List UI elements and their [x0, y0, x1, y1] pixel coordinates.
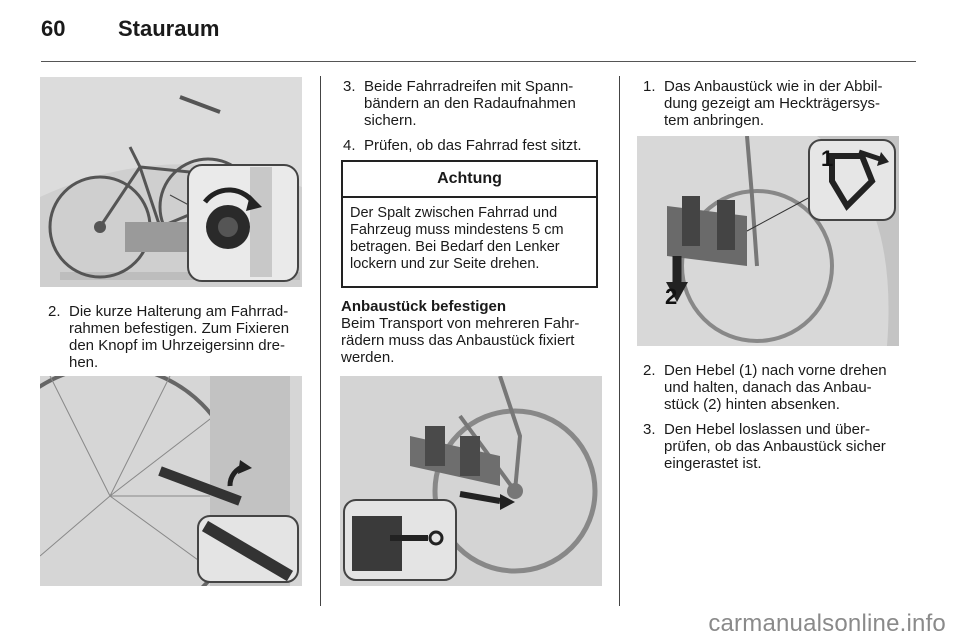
notice-line: Der Spalt zwischen Fahrrad und: [350, 205, 558, 221]
text-line: hen.: [69, 354, 99, 371]
figure-bike-on-carrier: [40, 77, 302, 287]
text-line: rahmen befestigen. Zum Fixieren: [69, 320, 290, 337]
page-number: 60: [41, 16, 66, 41]
text-line: stück (2) hinten absenken.: [664, 396, 840, 413]
step-number: 1.: [643, 78, 656, 95]
page-header: [0, 0, 960, 62]
header-rule: [41, 61, 916, 62]
text-line: Das Anbaustück wie in der Abbil-: [664, 78, 883, 95]
page-title: Stauraum: [118, 16, 220, 41]
step-number: 2.: [643, 362, 656, 379]
notice-box: [341, 160, 598, 288]
figure-attach-piece: [340, 376, 602, 586]
step-number: 4.: [343, 137, 356, 154]
figure-wheel-strap: [40, 376, 302, 586]
text-line: Die kurze Halterung am Fahrrad-: [69, 303, 289, 320]
step-number: 3.: [343, 78, 356, 95]
text-line: prüfen, ob das Anbaustück sicher: [664, 438, 886, 455]
text-line: rädern muss das Anbaustück fixiert: [341, 332, 575, 349]
text-line: bändern an den Radaufnahmen: [364, 95, 576, 112]
text-line: Prüfen, ob das Fahrrad fest sitzt.: [364, 137, 582, 154]
text-line: den Knopf im Uhrzeigersinn dre-: [69, 337, 285, 354]
text-line: und halten, danach das Anbau-: [664, 379, 872, 396]
text-line: werden.: [341, 349, 395, 366]
figure-lever-and-piece: [637, 136, 899, 346]
text-line: Den Hebel loslassen und über-: [664, 421, 870, 438]
watermark: carmanualsonline.info: [708, 610, 946, 637]
column-divider-right: [619, 76, 620, 606]
step-number: 2.: [48, 303, 61, 320]
text-line: sichern.: [364, 112, 417, 129]
callout-2: 2: [665, 284, 678, 309]
notice-line: lockern und zur Seite drehen.: [350, 256, 540, 272]
text-line: tem anbringen.: [664, 112, 765, 129]
text-line: Beide Fahrradreifen mit Spann-: [364, 78, 574, 95]
column-divider-left: [320, 76, 321, 606]
text-line: eingerastet ist.: [664, 455, 762, 472]
notice-line: betragen. Bei Bedarf den Lenker: [350, 239, 560, 255]
text-line: dung gezeigt am Heckträgersys-: [664, 95, 880, 112]
text-line: Den Hebel (1) nach vorne drehen: [664, 362, 887, 379]
text-line: Beim Transport von mehreren Fahr-: [341, 315, 580, 332]
step-number: 3.: [643, 421, 656, 438]
section-heading: Anbaustück befestigen: [341, 298, 507, 315]
callout-1: 1: [821, 146, 834, 171]
notice-title: Achtung: [343, 162, 596, 198]
notice-line: Fahrzeug muss mindestens 5 cm: [350, 222, 564, 238]
section-attach-piece: [341, 298, 611, 366]
